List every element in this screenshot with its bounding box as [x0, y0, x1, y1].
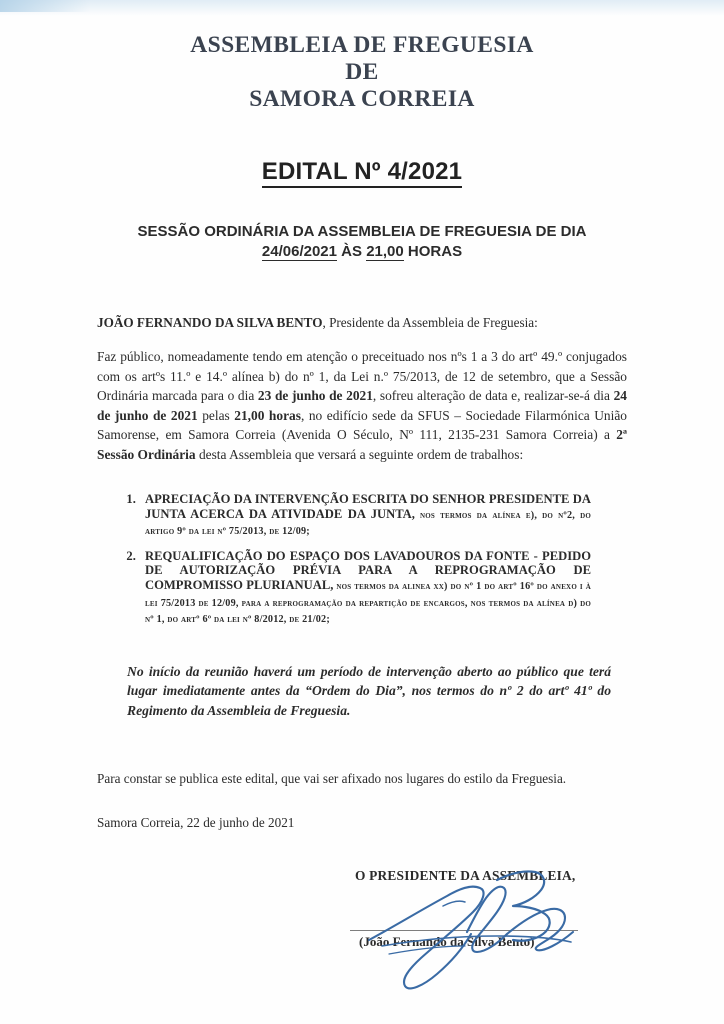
main-paragraph-part-4: , no edifício sede da SFUS – Sociedade Filarmónica União Samorense, em Samora Correia (Avenida O Século, Nº 111, 2135-231 Samora Correia) a [97, 407, 627, 442]
session-label: 2ª Sessão Ordinária [97, 427, 627, 462]
president-name: JOÃO FERNANDO DA SILVA BENTO [97, 315, 323, 330]
original-meeting-date: 23 de junho de 2021 [257, 388, 373, 403]
closing-paragraph: Para constar se publica este edital, que vai ser afixado nos lugares do estilo da Freguesia. [97, 771, 567, 787]
session-subtitle-end: HORAS [403, 243, 463, 260]
meeting-time: 21,00 horas [234, 407, 301, 423]
main-paragraph-part-3: pelas [197, 407, 235, 423]
signature-title: O PRESIDENTE DA ASSEMBLEIA, [355, 868, 576, 884]
session-time: 21,00 [366, 243, 404, 260]
masthead-line-2: DE [345, 59, 379, 85]
agenda-item-main: REQUALIFICAÇÃO DO ESPAÇO DOS LAVADOUROS DA FONTE - PEDIDO DE AUTORIZAÇÃO PRÉVIA PARA A REPROGRAMAÇÃO DE COMPROMISSO PLURIANUAL, [145, 548, 591, 592]
document-body [97, 314, 627, 988]
page-title-text: EDITAL Nº 4/2021 [262, 158, 463, 188]
masthead [0, 32, 724, 113]
masthead-line-1: ASSEMBLEIA DE FREGUESIA [190, 32, 534, 58]
agenda-list [97, 492, 591, 628]
main-paragraph-part-1: Faz público, nomeadamente tendo em atenção o preceituado nos nºs 1 a 3 do artº 49.º conjugados com os artºs 11.º e 14.º alínea b) do nº 1, da Lei n.º 75/2013, de 12 de setembro, que a Sessão Ordinária marcada para o dia [97, 349, 627, 403]
agenda-item [139, 492, 591, 540]
session-date: 24/06/2021 [261, 243, 337, 260]
president-role: , Presidente da Assembleia de Freguesia: [322, 315, 538, 330]
public-intervention-notice: No início da reunião haverá um período de intervenção aberto ao público que terá lugar imediatamente antes da “Ordem do Dia”, nos termos do nº 2 do artº 41º do Regimento da Assembleia de Freguesia. [127, 663, 611, 718]
session-subtitle-line-1: SESSÃO ORDINÁRIA DA ASSEMBLEIA DE FREGUESIA DE DIA [137, 223, 587, 240]
agenda-item-main: APRECIAÇÃO DA INTERVENÇÃO ESCRITA DO SENHOR PRESIDENTE DA JUNTA ACERCA DA ATIVIDADE DA JUNTA, [145, 492, 591, 521]
masthead-line-3: SAMORA CORREIA [249, 86, 475, 112]
agenda-item-reference: nos termos da alínea e), do nº2, do artigo 9º da lei nº 75/2013, de 12/09; [145, 509, 591, 538]
main-paragraph-part-2: , sofreu alteração de data e, realizar-se-á dia [372, 388, 614, 403]
main-paragraph-part-5: desta Assembleia que versará a seguinte ordem de trabalhos: [195, 446, 524, 462]
agenda-item [139, 549, 591, 628]
session-subtitle-mid: ÀS [337, 243, 367, 260]
signature-rule [350, 930, 578, 931]
page-title [0, 158, 724, 186]
session-subtitle-line-2 [0, 242, 724, 262]
place-and-date: Samora Correia, 22 de junho de 2021 [97, 815, 295, 831]
signature-block [97, 868, 627, 988]
intro-line [97, 314, 627, 331]
new-meeting-date: 24 de junho de 2021 [97, 388, 627, 423]
signature-name: (João Fernando da Silva Bento) [359, 934, 535, 950]
main-paragraph [97, 347, 627, 464]
agenda-item-reference: nos termos da alinea xx) do nº 1 do artº 16º do anexo i à lei 75/2013 de 12/09, para a reprogramação da repartição de encargos, nos termos da alínea d) do nº 1, do artº 6º da lei nº 8/2012, de 21/02; [145, 580, 591, 626]
session-subtitle [0, 222, 724, 262]
